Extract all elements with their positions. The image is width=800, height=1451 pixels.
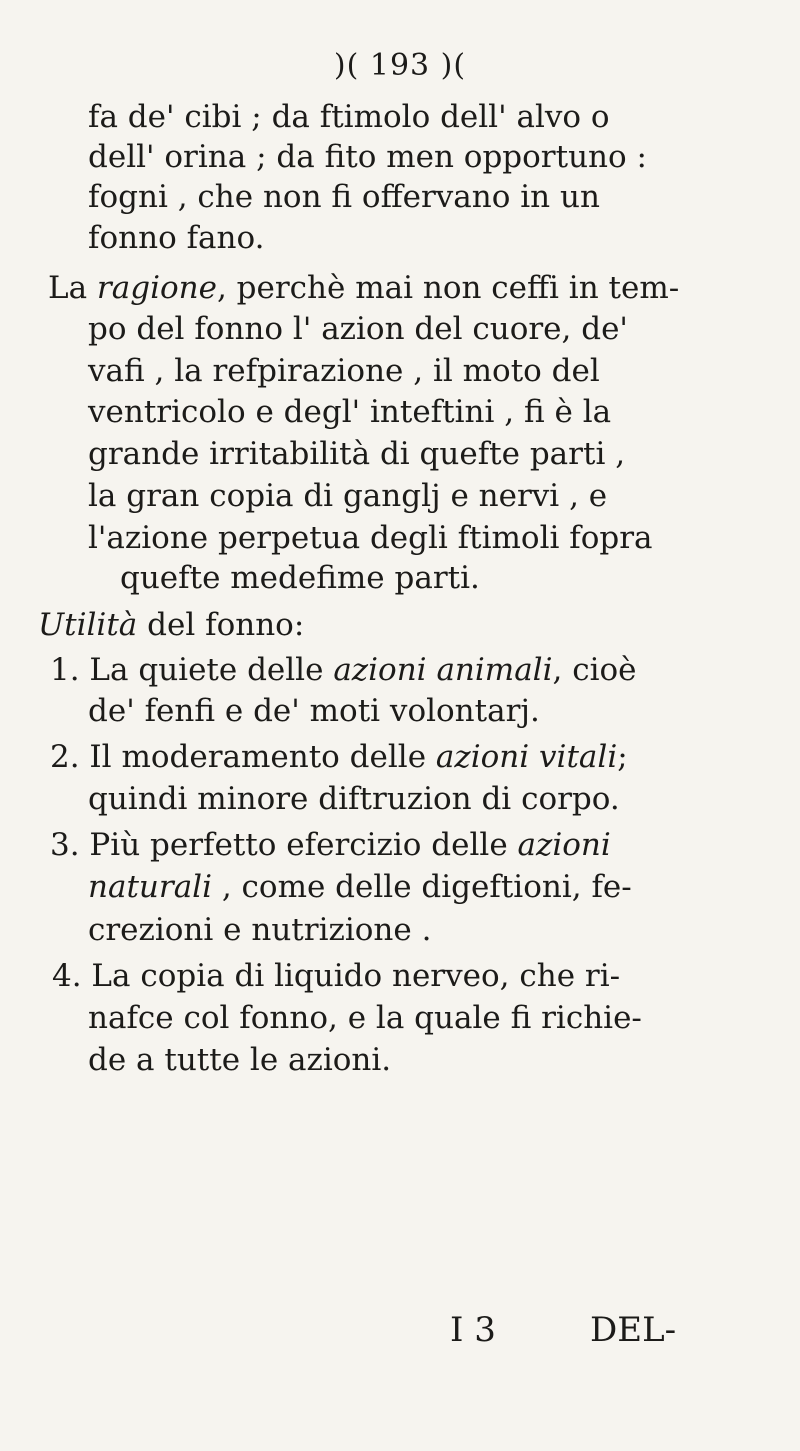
text-line: La ragione, perchè mai non ceffi in tem- xyxy=(48,270,680,306)
text-line: nafce col fonno, e la quale fi richie- xyxy=(88,1000,642,1036)
text-line: naturali , come delle digeftioni, fe- xyxy=(88,869,632,905)
text-line: l'azione perpetua degli ftimoli fopra xyxy=(88,520,653,556)
text-line: vafi , la refpirazione , il moto del xyxy=(88,353,600,389)
signature-mark: I 3 xyxy=(450,1310,496,1350)
text-line: ventricolo e degl' inteftini , fi è la xyxy=(88,394,612,430)
catchword: DEL- xyxy=(590,1310,677,1350)
page-number: )( 193 )( xyxy=(333,48,467,83)
text-line: quindi minore diftruzion di corpo. xyxy=(88,781,620,817)
text-line: quefte medefime parti. xyxy=(120,560,480,596)
text-line: fonno fano. xyxy=(88,220,265,256)
text-line: fa de' cibi ; da ftimolo dell' alvo o xyxy=(88,99,610,135)
text-line: po del fonno l' azion del cuore, de' xyxy=(88,311,628,347)
text-line: de a tutte le azioni. xyxy=(88,1042,392,1078)
list-item: 2. Il moderamento delle azioni vitali; xyxy=(50,739,628,775)
text-line: de' fenfi e de' moti volontarj. xyxy=(88,693,540,729)
text-line: la gran copia di ganglj e nervi , e xyxy=(88,478,608,514)
text-line: dell' orina ; da fito men opportuno : xyxy=(88,139,647,175)
section-heading: Utilità del fonno: xyxy=(38,607,305,643)
text-line: fogni , che non fi offervano in un xyxy=(88,179,600,215)
list-item: 3. Più perfetto efercizio delle azioni xyxy=(50,827,611,863)
text-line: crezioni e nutrizione . xyxy=(88,912,432,948)
list-item: 4. La copia di liquido nerveo, che ri- xyxy=(52,958,621,994)
text-line: grande irritabilità di quefte parti , xyxy=(88,436,626,472)
list-item: 1. La quiete delle azioni animali, cioè xyxy=(50,652,637,688)
